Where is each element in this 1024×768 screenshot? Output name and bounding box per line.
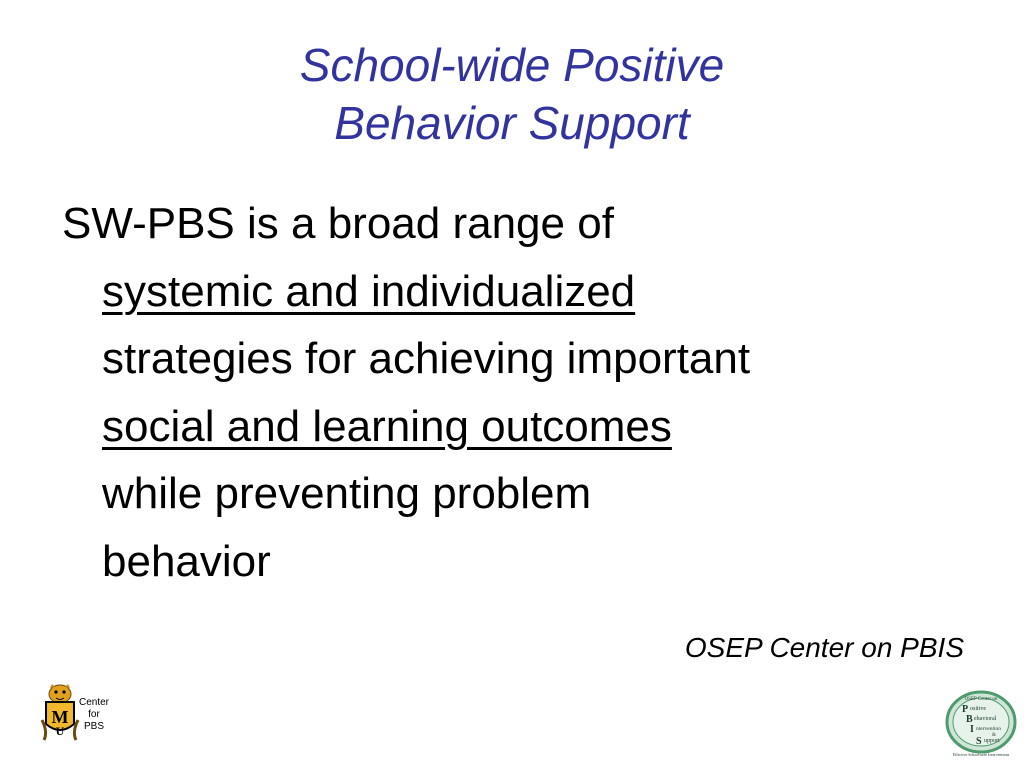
svg-text:OSEP Center on: OSEP Center on [964, 697, 998, 702]
body-line-3: strategies for achieving important [102, 334, 751, 383]
pbis-seal-logo [942, 690, 1020, 758]
body-line-2-wrap [62, 258, 962, 326]
svg-text:upport: upport [984, 738, 1000, 744]
svg-text:U: U [55, 724, 65, 738]
logo-left-line-1: Center [78, 697, 109, 708]
svg-text:ntervention: ntervention [976, 726, 1002, 732]
svg-text:ehavioral: ehavioral [974, 716, 997, 722]
svg-text:P: P [962, 704, 969, 715]
body-line-2: systemic and individualized [102, 266, 636, 316]
slide-body [62, 190, 962, 595]
svg-text:M: M [51, 707, 69, 727]
body-line-4-wrap [62, 393, 962, 461]
svg-text:Effective Schoolwide Intervent: Effective Schoolwide Interventions [952, 752, 1010, 757]
body-line-1: SW-PBS is a broad range of [62, 199, 614, 248]
body-line-4: social and learning outcomes [102, 401, 672, 451]
center-for-pbs-label [74, 697, 114, 733]
svg-text:B: B [966, 714, 973, 725]
svg-text:I: I [970, 724, 974, 735]
title-line-2: Behavior Support [334, 97, 690, 149]
body-line-6: behavior [102, 536, 271, 586]
svg-text:&: & [992, 733, 996, 738]
svg-text:ositive: ositive [970, 706, 986, 712]
source-attribution: OSEP Center on PBIS [684, 632, 964, 663]
svg-text:S: S [976, 736, 982, 747]
body-line-5: while preventing problem [102, 469, 592, 518]
logo-left-line-2: for [88, 709, 100, 720]
slide-title [0, 36, 1024, 152]
title-line-1: School-wide Positive [299, 39, 725, 91]
logo-left-line-3: PBS [83, 721, 104, 732]
